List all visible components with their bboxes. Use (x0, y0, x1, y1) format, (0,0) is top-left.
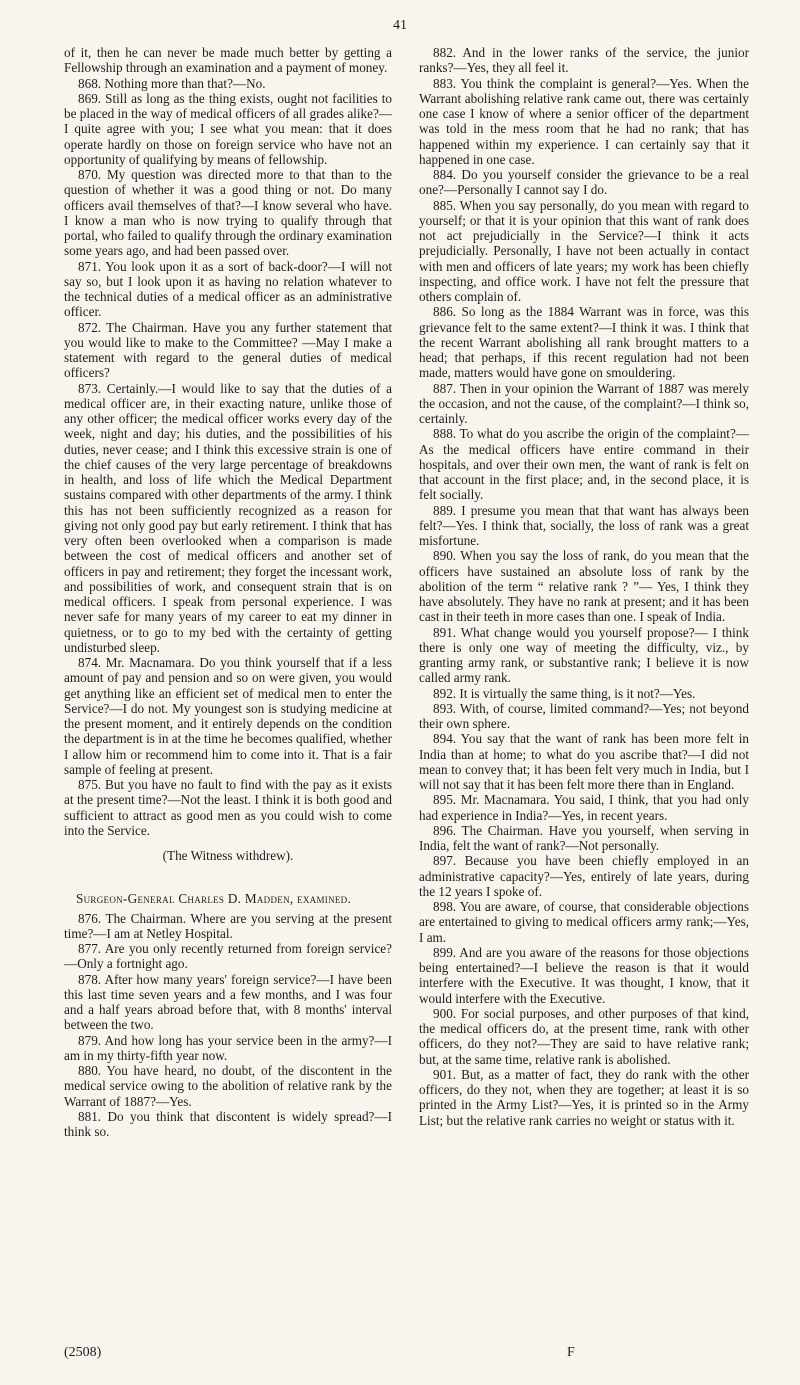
testimony-paragraph: 890. When you say the loss of rank, do you mean that the officers have sustained an absolute loss of rank by the abolition of the term “ relative rank ? ”— Yes, I think they have absolutely. They have no rank at present; and it has been cast in their teeth in more cases than one. I speak of India. (419, 548, 749, 625)
testimony-paragraph: 882. And in the lower ranks of the service, the junior ranks?—Yes, they all feel it. (419, 45, 749, 76)
testimony-paragraph: 899. And are you aware of the reasons for those objections being entertained?—I believe the reason is that it would interfere with the Executive. It was thought, I know, that it would interfere with the Executive. (419, 944, 749, 1006)
testimony-paragraph: 885. When you say personally, do you mean with regard to yourself; or that it is your opinion that this want of rank does not act prejudicially in the Service?—I think it acts prejudicially. Personally, I have not been actually in contact with men and officers of late years; my work has been chiefly inspecting, and office work. I have not felt the pressure that others complain of. (419, 197, 749, 304)
testimony-paragraph: 894. You say that the want of rank has been more felt in India than at home; to what do you ascribe that?—I did not mean to convey that; it has been felt very much in India, but I will not say that it has been felt more there than in England. (419, 731, 749, 792)
left-column (64, 45, 392, 1139)
testimony-paragraph: 871. You look upon it as a sort of back-door?—I will not say so, but I look upon it as having no relation whatever to the technical duties of a medical officer as an administrative officer. (64, 258, 392, 320)
testimony-paragraph: 873. Certainly.—I would like to say that the duties of a medical officer are, in their exacting nature, unlike those of any other officer; the medical officer works every day of the week, night and day; his duties, and the possibilities of his duties, never cease; and I think this excessive strain is one of the chief causes of the very large percentage of breakdowns in health, and loss of life which the Medical Department sustains compared with other departments of the army. I think this has not been sufficiently recognized as a reason for giving not only good pay but early retirement. I think that has very often been overlooked when a comparison is made between the cost of medical officers and another set of officers in pay and retirement; they forget the incessant work, and possibilities of work, and consequent strain that is on medical officers. I speak from personal experience. I was never safe for many years of my career to eat my dinner in quietness, or to go to my bed with the certainty of getting undisturbed sleep. (64, 380, 392, 655)
page-number: 41 (393, 18, 407, 33)
right-column (419, 45, 749, 1128)
testimony-paragraph: 874. Mr. Macnamara. Do you think yourself that if a less amount of pay and pension and so on were given, you would get anything like an efficient set of medical men to enter the Service?—I do not. My youngest son is studying medicine at the present moment, and it entirely depends on the condition the department is in at the time he becomes qualified, whether I allow him or recommend him to come into it. That is a fair sample of feeling at present. (64, 655, 392, 777)
testimony-paragraph: 876. The Chairman. Where are you serving at the present time?—I am at Netley Hospital. (64, 910, 392, 941)
testimony-paragraph: 898. You are aware, of course, that considerable objections are entertained to giving to medical officers army rank;—Yes, I am. (419, 899, 749, 945)
testimony-paragraph: 877. Are you only recently returned from foreign service?—Only a fortnight ago. (64, 941, 392, 972)
testimony-paragraph: 893. With, of course, limited command?—Yes; not beyond their own sphere. (419, 700, 749, 731)
testimony-paragraph: 878. After how many years' foreign service?—I have been this last time seven years and a few months, and I was four and a half years abroad before that, with 8 months' interval between the two. (64, 971, 392, 1033)
withdrew-note: (The Witness withdrew). (162, 848, 294, 863)
testimony-paragraph: 881. Do you think that discontent is widely spread?—I think so. (64, 1108, 392, 1139)
testimony-paragraph: 880. You have heard, no doubt, of the discontent in the medical service owing to the abolition of relative rank by the Warrant of 1887?—Yes. (64, 1063, 392, 1109)
testimony-paragraph: 875. But you have no fault to find with the pay as it exists at the present time?—Not the least. I think it is both good and sufficient to attract as good men as you could wish to come into the Service. (64, 777, 392, 838)
footer-signature-letter: F (567, 1345, 575, 1360)
testimony-paragraph: 892. It is virtually the same thing, is it not?—Yes. (433, 685, 696, 701)
left-column-paragraphs-after (64, 911, 392, 1140)
testimony-paragraph: 872. The Chairman. Have you any further statement that you would like to make to the Committee? —May I make a statement with regard to the general duties of medical officers? (64, 319, 392, 381)
testimony-paragraph: 891. What change would you yourself propose?— I think there is only one way of meeting the difficulty, viz., by granting army rank, or substantive rank; I believe it is now called army rank. (419, 624, 749, 686)
testimony-paragraph: 879. And how long has your service been in the army?—I am in my thirty-fifth year now. (64, 1032, 392, 1063)
testimony-paragraph: 895. Mr. Macnamara. You said, I think, that you had only had experience in India?—Yes, in recent years. (419, 792, 749, 823)
testimony-paragraph: 900. For social purposes, and other purposes of that kind, the medical officers do, at the present time, rank with other officers, do they not?—They are said to have relative rank; but, at the same time, relative rank is abolished. (419, 1005, 749, 1067)
testimony-paragraph: 889. I presume you mean that that want has always been felt?—Yes. I think that, socially, the loss of rank was a great misfortune. (419, 502, 749, 548)
witness-heading: Surgeon-General Charles D. Madden, examined. (76, 891, 352, 907)
testimony-paragraph: 887. Then in your opinion the Warrant of 1887 was merely the occasion, and not the cause, of the complaint?—I think so, certainly. (419, 380, 749, 426)
testimony-paragraph: 897. Because you have been chiefly employed in an administrative capacity?—Yes, entirely of late years, during the 12 years I spoke of. (419, 853, 749, 899)
testimony-paragraph: 901. But, as a matter of fact, they do rank with the other officers, do they not, when they are together; at least it is so printed in the Army List?—Yes, it is printed so in the Army List; but the relative rank carries no weight or status with it. (419, 1066, 749, 1128)
testimony-paragraph: 870. My question was directed more to that than to the question of whether it was a good thing or not. Do many officers avail themselves of that?—I know several who have. I know a man who is now trying to qualify through that portal, who failed to qualify through the ordinary examination some years ago, and had been passed over. (64, 167, 392, 259)
left-column-paragraphs (64, 45, 392, 838)
right-column-paragraphs (419, 45, 749, 1128)
testimony-paragraph: 888. To what do you ascribe the origin of the complaint?—As the medical officers have entire command in their hospitals, and over their own men, the want of rank is felt on that account in the first place; and, in the second place, it is felt socially. (419, 426, 749, 503)
testimony-paragraph: 883. You think the complaint is general?—Yes. When the Warrant abolishing relative rank came out, there was certainly one case I know of where a senior officer of the department was told in the mess room that he had no rank; that has happened within my experience. I can certainly say that it happened in one case. (419, 75, 749, 167)
footer-print-code: (2508) (64, 1345, 102, 1360)
testimony-paragraph: 868. Nothing more than that?—No. (78, 75, 266, 91)
testimony-paragraph: 884. Do you yourself consider the grievance to be a real one?—Personally I cannot say I do. (419, 167, 749, 198)
testimony-paragraph: 896. The Chairman. Have you yourself, when serving in India, felt the want of rank?—Not personally. (419, 822, 749, 853)
testimony-paragraph: 886. So long as the 1884 Warrant was in force, was this grievance felt to the same extent?—I think it was. I think that the recent Warrant abolishing all rank brought matters to a head; that perhaps, if this recent regulation had not been made, matters would have gone on smouldering. (419, 304, 749, 381)
testimony-paragraph: 869. Still as long as the thing exists, ought not facilities to be placed in the way of medical officers of all grades alike?—I quite agree with you; I see what you mean: that it does operate hardly on those on foreign service who have not an opportunity of qualifying by means of fellowship. (64, 90, 392, 167)
testimony-paragraph: of it, then he can never be made much better by getting a Fellowship through an examination and a payment of money. (64, 45, 392, 76)
